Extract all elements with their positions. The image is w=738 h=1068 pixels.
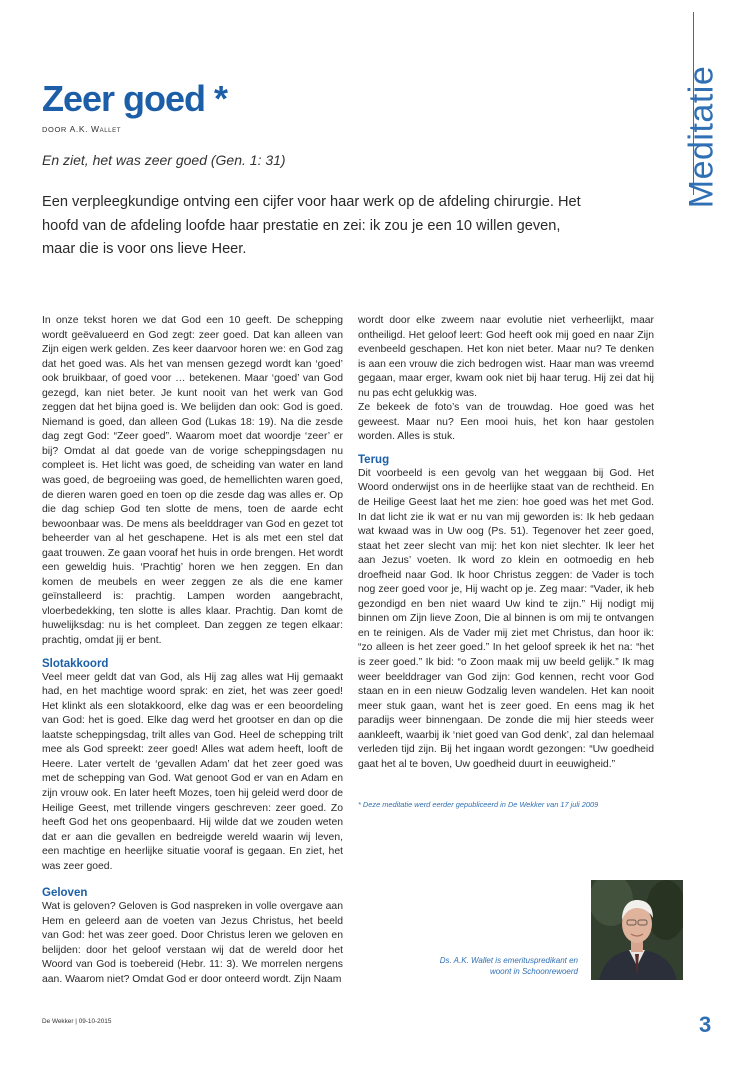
byline-prefix: DOOR [42, 125, 67, 134]
photo-caption [408, 955, 578, 977]
heading-terug: Terug [358, 453, 390, 466]
section-label: Meditatie [682, 65, 721, 209]
byline-author: A.K. Wallet [69, 124, 121, 134]
article-title: Zeer goed * [42, 78, 228, 119]
column-left [42, 314, 343, 988]
heading-geloven: Geloven [42, 887, 88, 900]
footer-publication: De Wekker | 09-10-2015 [42, 1018, 112, 1025]
page-number: 3 [699, 1012, 712, 1037]
paragraph-geloven: Wat is geloven? Geloven is God naspreken in volle overgave aan Hem en geleerd aan de voeten van Jezus Christus, het beeld van God: het was zeer goed. Door Christus leren we geloven en belijden: door het geloof verstaan wij dat de wereld door het Woord van God is toebereid (Hebr. 11: 3). We morrelen nergens aan. Waarom niet? Omdat God er door onteerd wordt. Zijn Naam [42, 901, 343, 985]
byline [42, 124, 121, 134]
paragraph-slotakkoord: Veel meer geldt dat van God, als Hij zag alles wat Hij gemaakt had, en het machtige woord sprak: en ziet, het was zeer goed! Het klinkt als een slotakkoord, elke dag was er een beoordeling van God: het is goed. Elke dag werd het grootser en dan op die laatste scheppingsdag, trilt alles van God. Heel de schepping trilt mee als God spreekt: zeer goed! Alles wat adem heeft, looft de Heere. Later vertelt de ‘gevallen Adam’ dat het zeer goed was met de schepping van God. Wat genoot God er van en Adam en zijn vrouw ook. En later heeft Mozes, toen hij geleid werd door de Heilige Geest, met trillende vingers geschreven: zeer goed. Zo heeft God het ons geopenbaard. Hij wilde dat we zouden weten dat er aan die gevallen en bedreigde wereld waarin wij leven, een machtige en heerlijke situatie vooraf is gegaan. En ziet, het was zeer goed. [42, 671, 343, 872]
caption-line-2: woont in Schoonrewoerd [489, 967, 578, 976]
portrait-photo [591, 880, 683, 980]
paragraph-continued: wordt door elke zweem naar evolutie niet verheerlijkt, maar ontheiligd. Het geloof leert: God heeft ook mij goed en naar Zijn evenbeeld geschapen. Het kon niet beter. Maar nu? Te denken is aan een vrouw die zich bedrogen wist. Haar man was vreemd gegaan, maar erger, kwam ook niet bij haar terug. Hij zei dat hij nu pas echt gelukkig was. [358, 315, 654, 399]
footnote: * Deze meditatie werd eerder gepubliceerd in De Wekker van 17 juli 2009 [358, 800, 599, 809]
column-right [358, 314, 654, 772]
portrait-icon [591, 880, 683, 980]
scripture-quote: En ziet, het was zeer goed (Gen. 1: 31) [42, 152, 286, 168]
caption-line-1: Ds. A.K. Wallet is emerituspredikant en [439, 956, 578, 965]
paragraph-terug: Dit voorbeeld is een gevolg van het weggaan bij God. Het Woord onderwijst ons in de heerlijke staat van de rechtheid. En de Heilige Geest laat het me zien: hoe goed was het met God. In dat licht zie ik wat er nu van mij geworden is: Ik heb gedaan wat kwaad was in Uw oog (Ps. 51). Tegenover het zeer goed, staat het zeer slecht van mij: het kon niet slechter. Ik leer het aan Jezus’ voeten. Ik word zo klein en ootmoedig en heb droefheid naar God. Ik hoor Christus zeggen: de Vader is toch nog zeer goed voor je, Hij wacht op je. Zeg maar: “Vader, ik heb gezondigd en ben niet waard Uw kind te zijn.” Hij nodigt mij binnen om Zijn lieve Zoon, Die al binnen is om mij te ontvangen en te reinigen. Als de Vader mij ziet met Christus, dan hoor ik: “zo alleen is het zeer goed.” In het geloof spreek ik het na: “het is zeer goed.” Ik bid: “o Zoon maak mij uw beeld gelijk.” Ik mag weer beelddrager van God zijn: God kennen, recht voor God staan en in een nieuw Godzalig leven wandelen. Het kan nooit meer stuk gaan, want het is zeer goed. En eens mag ik het paradijs weer binnengaan. De zonde die mij hier steeds weer aankleeft, waarbij ik ‘niet goed van God denk’, zal dan helemaal verleden tijd zijn. Bij het ingaan wordt gezongen: “Uw goedheid gaat het al te boven, Uw goedheid duurt in eeuwigheid.” [358, 467, 654, 770]
paragraph-continued-2: Ze bekeek de foto’s van de trouwdag. Hoe goed was het geweest. Maar nu? Een mooi huis, het kon haar gestolen worden. Alles is stuk. [358, 402, 654, 443]
lead-paragraph: Een verpleegkundige ontving een cijfer voor haar werk op de afdeling chirurgie. Het hoofd van de afdeling loofde haar prestatie en zei: ik zou je een 10 willen geven, maar die is voor ons lieve Heer. [42, 194, 581, 257]
heading-slotakkoord: Slotakkoord [42, 657, 109, 670]
paragraph-intro: In onze tekst horen we dat God een 10 geeft. De schepping wordt geëvalueerd en God zegt: zeer goed. Dat kan alleen van Zijn eigen werk gelden. Zes keer daarvoor horen we: en God zag dat het goed was. Als het van mensen gezegd wordt kan ‘goed’ ook bruikbaar, of goed voor … betekenen. Maar ‘goed’ van God gezegd, kan niet beter. Je kunt nooit van het werk van God zeggen dat het bijna goed is. We belijden dan ook: God is goed. Niemand is goed, dan alleen God (Lukas 18: 19). Na die zesde dag zegt God: “Zeer goed”. Waarom moet dat woordje ‘zeer’ er bij? Omdat al dat goede van de vorige scheppingsdagen nu compleet is. Het licht was goed, de scheiding van water en land was goed, de begroeiing was goed, de hemellichten waren goed, de dieren waren goed en toen op die zesde dag was alles er. Op die dag schiep God ten slotte de mens, toen de aarde echt bewoonbaar was. De mens als beelddrager van God en gezet tot beheerder van al het geschapene. Het is als met een stel dat gaat trouwen. Ze gaan vooraf het huis in orde brengen. Het wordt een geweldig huis. ‘Prachtig’ horen we hen zeggen. En dan komen de meubels en weer zeggen ze als die ene kamer geïnstalleerd is: prachtig. Lampen worden aangebracht, vloerbedekking, ten slotte is alles klaar. Prachtig. Dan komt de huwelijksdag: nu is het compleet. Dan zeggen ze tegen elkaar: prachtig, omdat jij er bent. [42, 315, 343, 647]
